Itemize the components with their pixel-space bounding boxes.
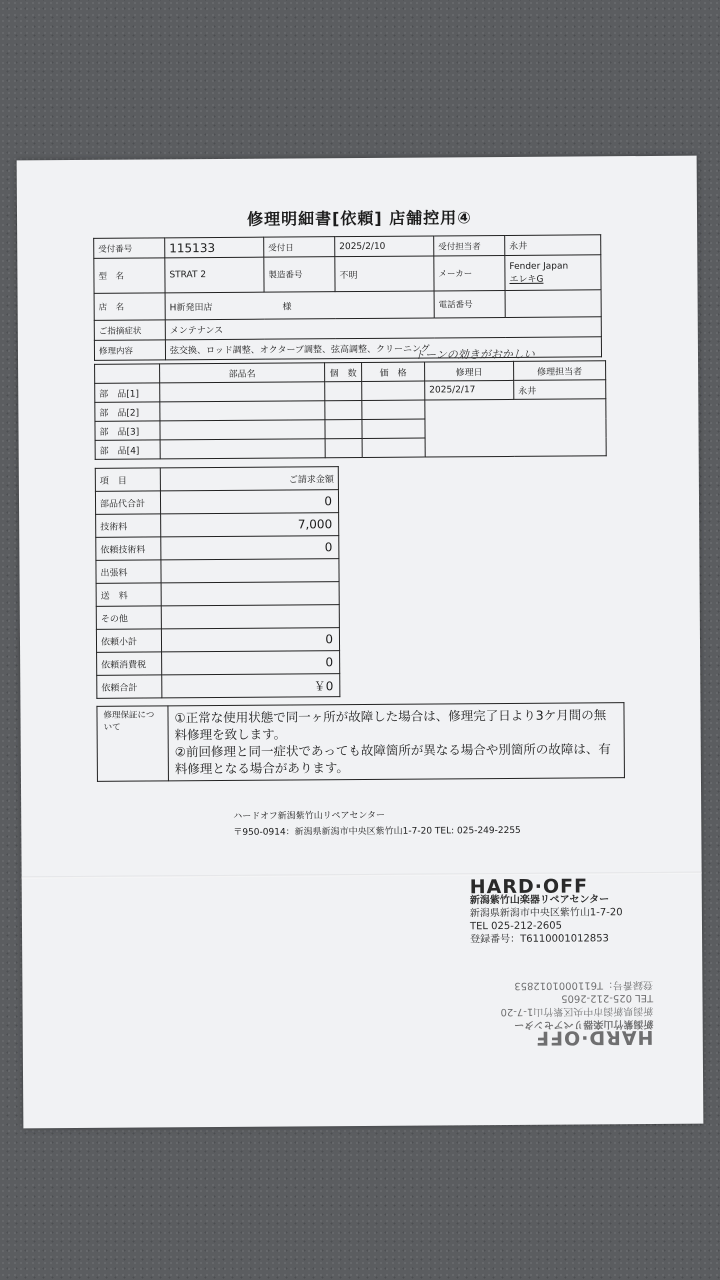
symptom-label: ご指摘症状 [94, 320, 165, 340]
warranty-line-1: ①正常な使用状態で同一ヶ所が故障した場合は、修理完了日より3ケ月間の無料修理を致します。 [174, 707, 607, 743]
part-row-label: 部 品[3] [95, 421, 160, 440]
warranty-text [168, 703, 625, 781]
fee-table [95, 466, 341, 699]
repair-slip-paper [17, 156, 704, 1129]
maker-subtype: エレキG [509, 274, 544, 285]
fee-value: 0 [160, 490, 338, 514]
maker-label: メーカー [434, 255, 505, 290]
part-row-label: 部 品[1] [95, 383, 160, 402]
hardoff-logo-mirror: HARD·OFF [535, 1025, 654, 1049]
fee-value [161, 605, 339, 629]
col-repair-date: 修理日 [425, 361, 514, 381]
fee-label: その他 [96, 606, 161, 629]
company-stamp [469, 875, 623, 946]
col-repair-staff: 修理担当者 [514, 361, 606, 381]
repair-date: 2025/2/17 [425, 380, 514, 400]
fee-label: 依頼技術料 [96, 537, 161, 560]
fee-label: 出張料 [96, 560, 161, 583]
fee-value [161, 582, 339, 606]
receipt-date: 2025/2/10 [335, 236, 434, 257]
col-qty: 個 数 [325, 362, 362, 381]
receiver-label: 受付担当者 [434, 235, 505, 255]
fee-value: 0 [161, 536, 339, 560]
hardoff-logo: HARD·OFF [469, 875, 589, 899]
receipt-date-label: 受付日 [264, 237, 335, 257]
fee-value [161, 559, 339, 583]
stamp-offset-mirror [500, 978, 654, 1049]
serial-value: 不明 [335, 256, 434, 292]
parts-table [94, 360, 607, 460]
parts-corner [95, 364, 160, 383]
store-value: H新発田店 [169, 302, 213, 313]
fee-total: ￥0 [162, 674, 340, 698]
model-label: 型 名 [94, 258, 165, 293]
repair-label: 修理内容 [94, 340, 165, 360]
fee-value: 0 [162, 651, 340, 675]
repair-value: 弦交換、ロッド調整、オクターブ調整、弦高調整、クリーニング [165, 337, 601, 360]
fee-value: 0 [161, 628, 339, 652]
stamp-reg-mirror: 登録番号：T6110001012853 [514, 978, 654, 991]
fee-label: 送 料 [96, 583, 161, 606]
phone-value [505, 290, 601, 318]
header-table [93, 234, 602, 361]
store-cell [165, 291, 434, 320]
fee-label: 依頼合計 [97, 675, 162, 698]
symptom-value: メンテナンス [165, 317, 601, 340]
stamp-reg: 登録番号：T6110001012853 [470, 933, 609, 946]
maker-value: Fender Japan [509, 261, 569, 272]
stamp-tel-mirror: TEL 025-212-2605 [561, 991, 654, 1004]
receiver-name: 永井 [505, 235, 601, 256]
phone-label: 電話番号 [434, 290, 505, 317]
fee-value: 7,000 [161, 513, 339, 537]
fee-label: 部品代合計 [95, 491, 160, 514]
stamp-name: 新潟紫竹山楽器リペアセンター [469, 894, 610, 907]
maker-cell [505, 255, 601, 291]
part-row-label: 部 品[2] [95, 402, 160, 421]
stamp-tel: TEL 025-212-2605 [469, 920, 563, 933]
stamp-address: 新潟県新潟市中央区紫竹山1-7-20 [469, 907, 623, 920]
stamp-address-mirror: 新潟県新潟市中央区紫竹山1-7-20 [500, 1004, 654, 1018]
fee-amount-header: ご請求金額 [160, 467, 338, 491]
receipt-no-label: 受付番号 [94, 238, 165, 258]
receipt-no: 115133 [165, 237, 264, 258]
serial-label: 製造番号 [264, 257, 335, 292]
stamp-name-mirror: 新潟紫竹山楽器リペアセンター [513, 1017, 654, 1030]
repair-staff: 永井 [514, 380, 606, 400]
warranty-line-2: ②前回修理と同一症状であっても故障箇所が異なる場合や別箇所の故障は、有料修理となる場合があります。 [174, 741, 611, 777]
repair-center-address: 〒950-0914：新潟県新潟市中央区紫竹山1-7-20 TEL: 025-249-2255 [233, 825, 521, 838]
repair-center-name: ハードオフ新潟紫竹山リペアセンター [233, 810, 386, 822]
fee-item-header: 項 目 [95, 468, 160, 491]
footer [233, 807, 521, 841]
warranty-box [96, 702, 625, 782]
fee-label: 技術料 [96, 514, 161, 537]
model-value: STRAT 2 [165, 257, 264, 293]
part-row-label: 部 品[4] [95, 440, 160, 459]
fee-label: 依頼消費税 [97, 652, 162, 675]
paper-fold [22, 872, 702, 879]
fee-label: 依頼小計 [96, 629, 161, 652]
store-honorific: 様 [282, 301, 292, 313]
warranty-label: 修理保証について [97, 706, 169, 781]
col-part-name: 部品名 [160, 363, 325, 383]
col-price: 価 格 [362, 362, 425, 381]
store-label: 店 名 [94, 293, 165, 320]
document-title: 修理明細書[依頼] 店舗控用④ [246, 208, 472, 229]
handwritten-note: トーンの効きがおかしい [413, 347, 535, 362]
